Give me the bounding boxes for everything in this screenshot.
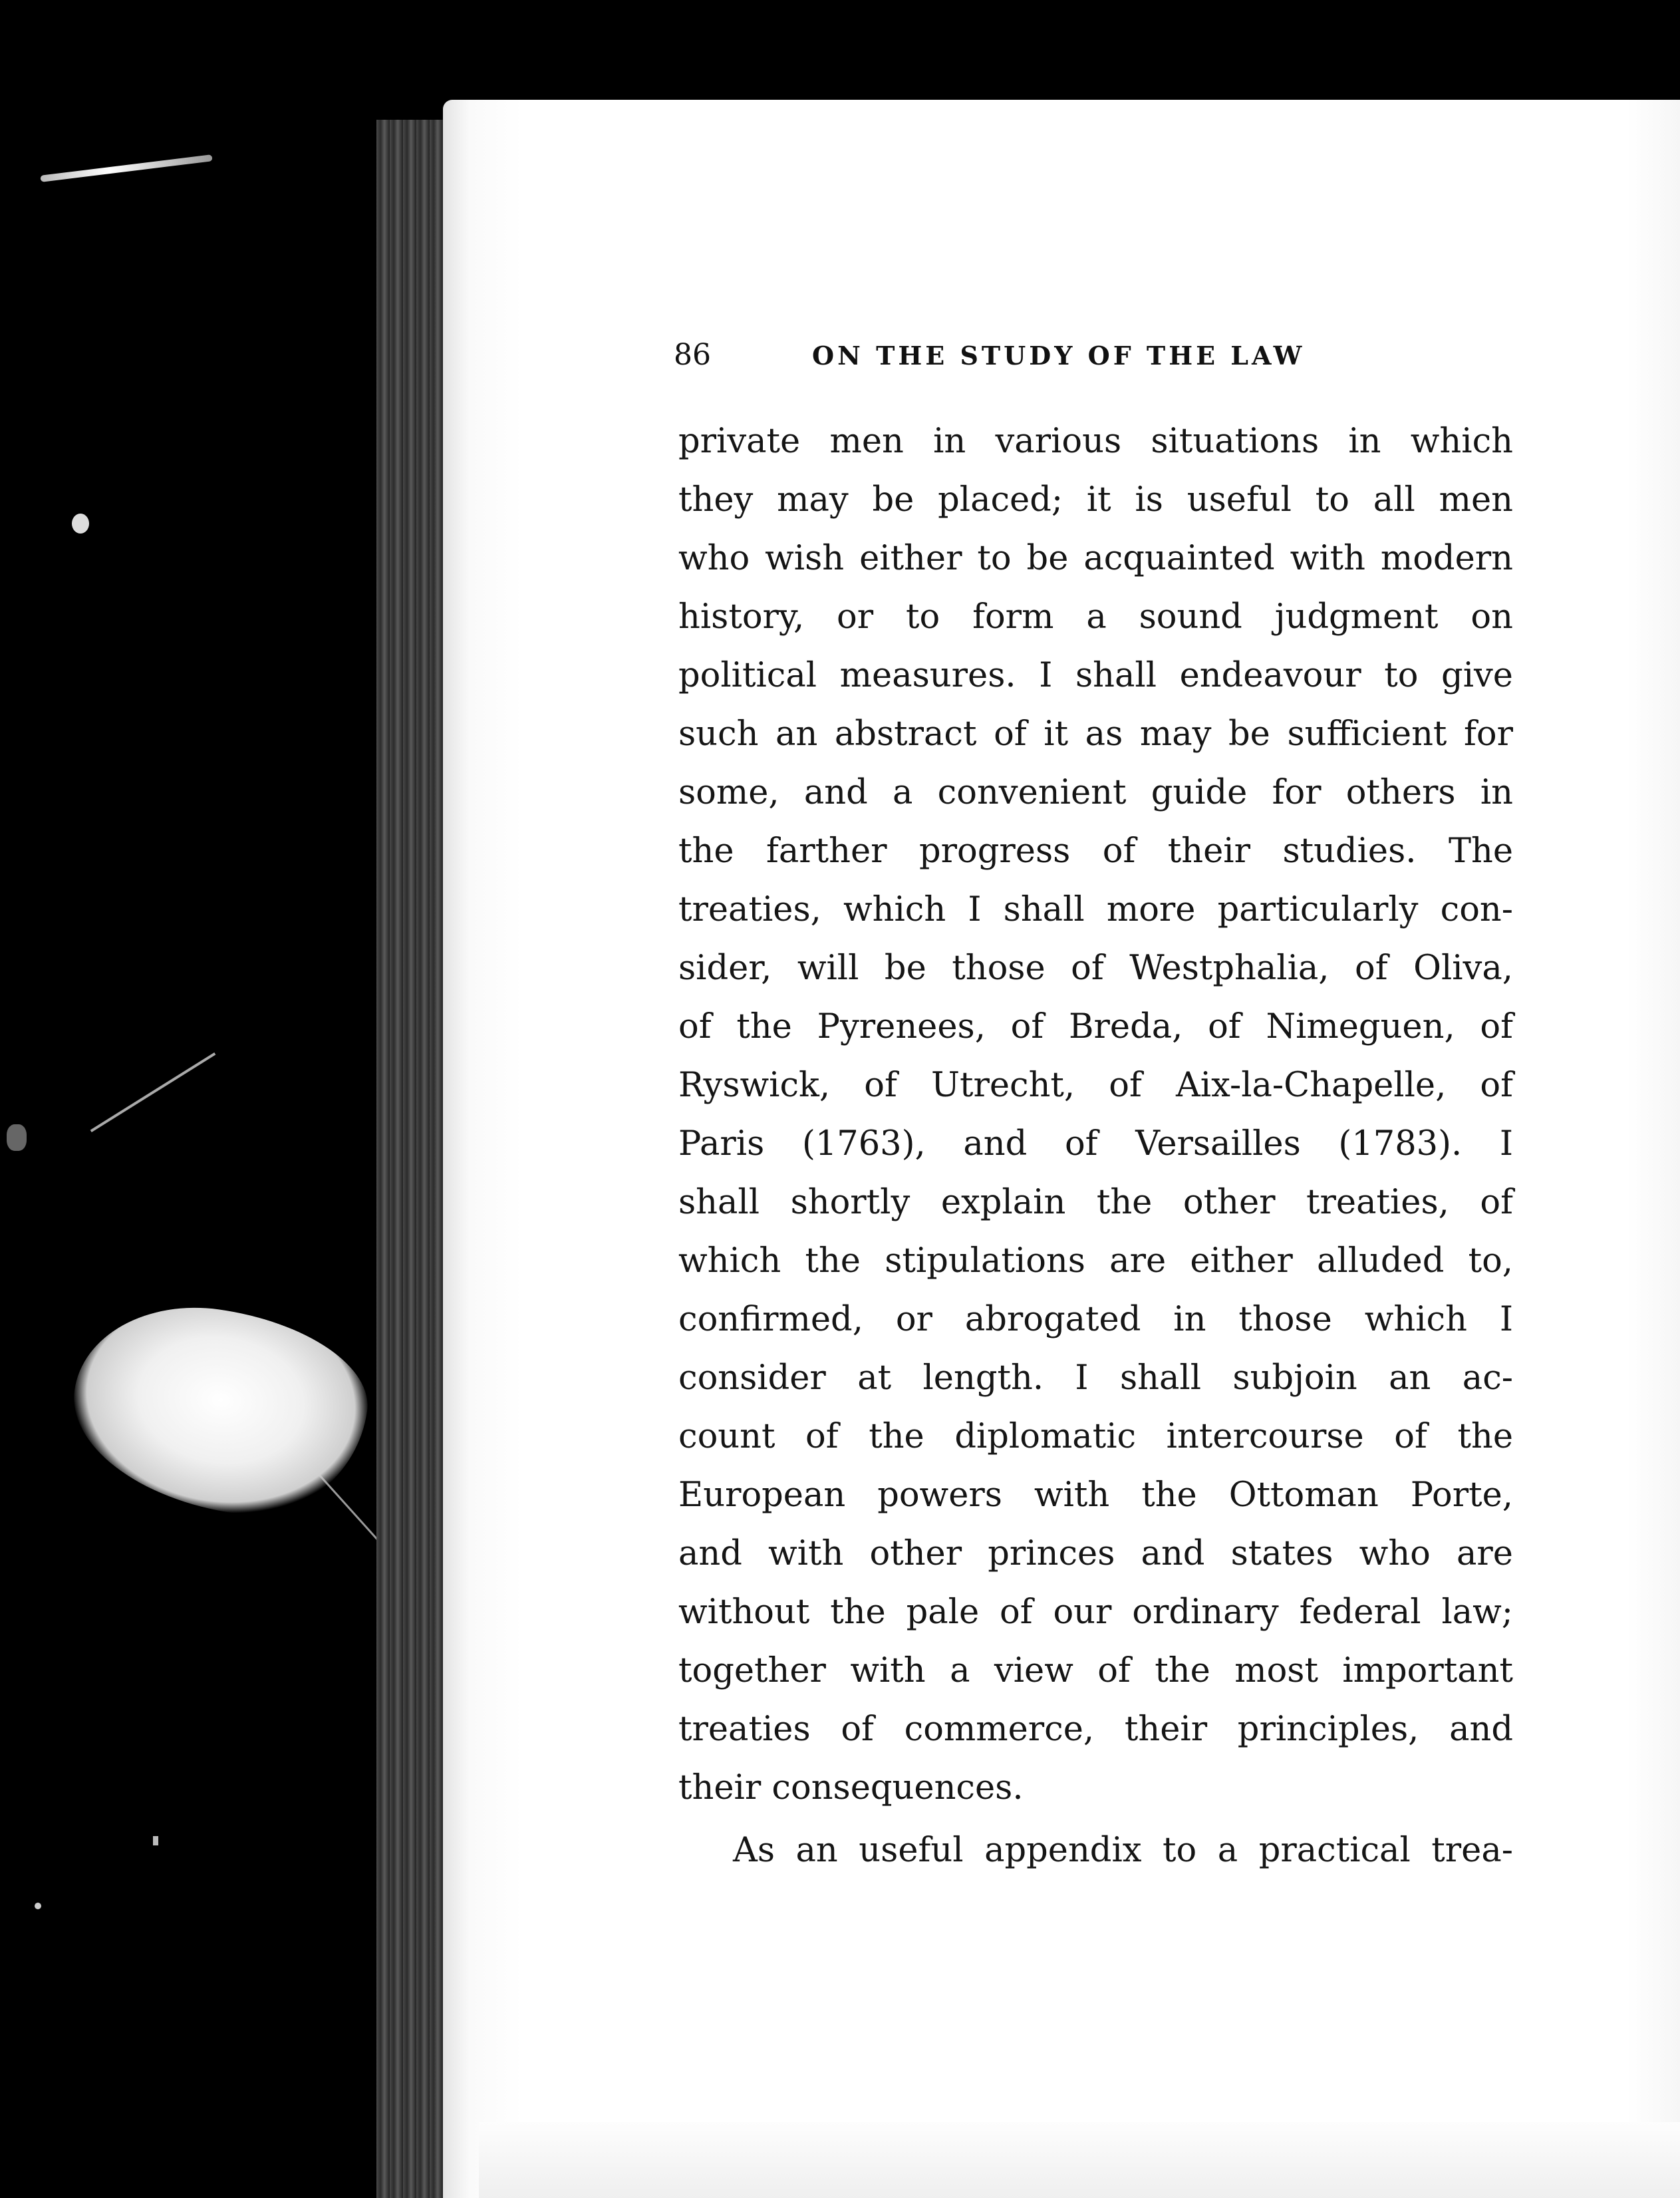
text-line: who wish either to be acquainted with modern	[678, 539, 1513, 578]
text-line: political measures. I shall endeavour to give	[678, 656, 1513, 695]
text-line: private men in various situations in which	[678, 422, 1513, 461]
text-line: and with other princes and states who are	[678, 1534, 1513, 1573]
fiber-debris	[90, 1052, 216, 1132]
text-line: the farther progress of their studies. The	[678, 832, 1513, 871]
text-line: without the pale of our ordinary federal law;	[678, 1593, 1513, 1632]
text-line: such an abstract of it as may be sufficient for	[678, 714, 1513, 754]
text-line: Ryswick, of Utrecht, of Aix-la-Chapelle, of	[678, 1066, 1513, 1105]
text-line: they may be placed; it is useful to all men	[678, 480, 1513, 520]
running-head-title: ON THE STUDY OF THE LAW	[812, 341, 1306, 371]
text-line: which the stipulations are either alluded to,	[678, 1241, 1513, 1281]
text-line: their consequences.	[678, 1768, 1024, 1807]
dust-speck	[35, 1903, 41, 1909]
paper-fragment	[61, 1291, 378, 1529]
text-line: European powers with the Ottoman Porte,	[678, 1476, 1513, 1515]
text-line: of the Pyrenees, of Breda, of Nimeguen, of	[678, 1007, 1513, 1046]
page-bottom-edge	[479, 2122, 1680, 2198]
book-spine	[376, 120, 450, 2198]
text-line: shall shortly explain the other treaties, of	[678, 1183, 1513, 1222]
text-line: sider, will be those of Westphalia, of Oliva,	[678, 949, 1513, 988]
text-line: history, or to form a sound judgment on	[678, 597, 1513, 637]
text-line: count of the diplomatic intercourse of the	[678, 1417, 1513, 1456]
text-line: treaties, which I shall more particularly con-	[678, 890, 1513, 929]
page-number: 86	[674, 338, 711, 372]
text-line: some, and a convenient guide for others in	[678, 773, 1513, 812]
text-line: As an useful appendix to a practical trea-	[733, 1831, 1513, 1870]
dust-speck	[72, 514, 89, 534]
fiber-debris	[40, 154, 212, 182]
text-line: Paris (1763), and of Versailles (1783). I	[678, 1124, 1513, 1164]
dust-speck	[153, 1836, 158, 1845]
page-body-text	[678, 412, 1513, 1880]
dust-speck	[7, 1124, 27, 1151]
text-line: consider at length. I shall subjoin an ac-	[678, 1358, 1513, 1398]
text-line: treaties of commerce, their principles, and	[678, 1710, 1513, 1749]
running-head	[674, 338, 1365, 378]
text-line: confirmed, or abrogated in those which I	[678, 1300, 1513, 1339]
text-line: together with a view of the most important	[678, 1651, 1513, 1690]
